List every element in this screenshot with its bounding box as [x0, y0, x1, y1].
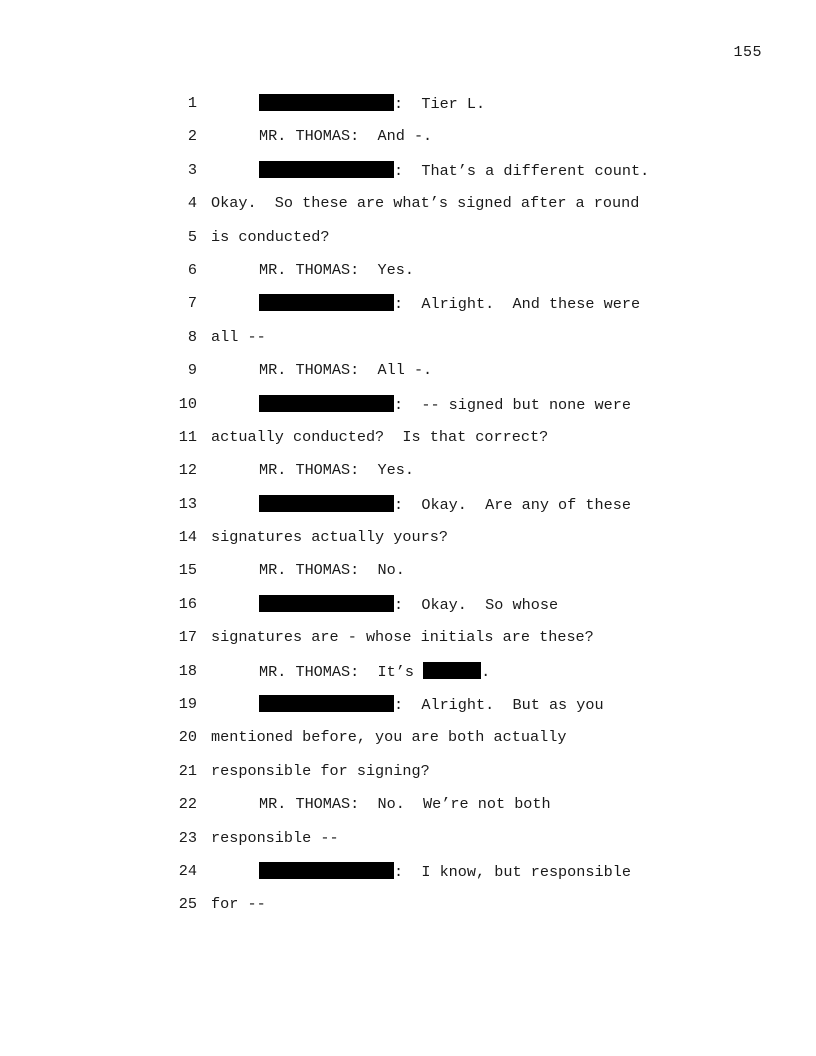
- redacted-speaker-box: [259, 695, 394, 712]
- line-text: [259, 127, 432, 145]
- line-text: [259, 561, 405, 579]
- line-content: MR. THOMAS: No. We’re not both: [259, 795, 551, 814]
- line-number: 20: [178, 728, 197, 747]
- line-content: MR. THOMAS: It’s: [259, 662, 424, 681]
- redacted-speaker-box: [259, 595, 394, 612]
- line-number: 14: [178, 528, 197, 547]
- line-content: Okay. So these are what’s signed after a round: [211, 194, 640, 213]
- line-text: [259, 795, 551, 813]
- transcript-line: [0, 521, 816, 554]
- line-content: : Alright. But as you: [394, 696, 604, 715]
- transcript-line: [0, 388, 816, 421]
- line-content: all --: [211, 327, 266, 346]
- line-number: 16: [178, 594, 197, 613]
- line-number: 23: [178, 828, 197, 847]
- line-content: : Alright. And these were: [394, 295, 641, 314]
- line-content: : Okay. So whose: [394, 595, 559, 614]
- transcript-line: [0, 287, 816, 320]
- line-number: 1: [187, 94, 197, 112]
- redacted-speaker-box: [259, 395, 394, 412]
- line-content: : -- signed but none were: [394, 395, 631, 414]
- line-text: [259, 595, 558, 614]
- transcript-line: [0, 187, 816, 220]
- redacted-speaker-box: [259, 161, 394, 178]
- line-content: MR. THOMAS: And -.: [259, 127, 433, 146]
- line-text: [259, 294, 640, 313]
- line-number: 21: [178, 761, 197, 780]
- line-text: [211, 528, 448, 546]
- line-number: 4: [187, 194, 197, 213]
- line-number: 12: [178, 461, 197, 480]
- line-content: responsible --: [211, 828, 339, 847]
- transcript-line: [0, 655, 816, 688]
- transcript-line: [0, 621, 816, 654]
- line-number: 5: [187, 227, 197, 246]
- line-text: [259, 495, 631, 514]
- line-content: is conducted?: [211, 227, 330, 246]
- transcript-line: [0, 454, 816, 487]
- line-text: [211, 829, 339, 847]
- transcript-line: [0, 354, 816, 387]
- line-text: [211, 762, 430, 780]
- line-number: 10: [178, 394, 197, 413]
- line-number: 15: [178, 561, 197, 580]
- line-text: [259, 161, 649, 180]
- line-text: [211, 328, 266, 346]
- line-number: 8: [187, 327, 197, 346]
- transcript-line: [0, 822, 816, 855]
- line-number: 22: [178, 795, 197, 814]
- line-text: [211, 895, 266, 913]
- line-content: : Okay. Are any of these: [394, 495, 631, 514]
- transcript-line: [0, 87, 816, 120]
- line-number: 6: [187, 260, 197, 279]
- transcript-line: [0, 688, 816, 721]
- line-number: 2: [187, 127, 197, 146]
- line-number: 25: [178, 895, 197, 914]
- redacted-speaker-box: [259, 495, 394, 512]
- transcript-line: [0, 855, 816, 888]
- redacted-speaker-box: [259, 294, 394, 311]
- line-number: 3: [187, 160, 197, 179]
- line-text: [211, 628, 594, 646]
- page-number: 155: [733, 44, 762, 61]
- line-text: [259, 94, 485, 113]
- line-content: for --: [211, 895, 266, 914]
- transcript-body: [0, 87, 816, 922]
- line-text: [259, 862, 631, 881]
- line-number: 11: [178, 427, 197, 446]
- line-text: [211, 728, 566, 746]
- line-number: 19: [178, 695, 197, 714]
- line-content: MR. THOMAS: Yes.: [259, 461, 414, 480]
- transcript-line: [0, 788, 816, 821]
- line-content: signatures are - whose initials are these?: [211, 628, 594, 647]
- line-text: [211, 428, 548, 446]
- redacted-name-box: [423, 662, 481, 679]
- transcript-line: [0, 554, 816, 587]
- line-content: MR. THOMAS: No.: [259, 561, 405, 580]
- line-text: [211, 194, 639, 212]
- transcript-line: [0, 888, 816, 921]
- transcript-line: [0, 154, 816, 187]
- line-number: 17: [178, 628, 197, 647]
- line-content: responsible for signing?: [211, 761, 430, 780]
- line-content: MR. THOMAS: All -.: [259, 361, 433, 380]
- transcript-line: [0, 755, 816, 788]
- line-number: 13: [178, 494, 197, 513]
- line-text: [259, 361, 432, 379]
- transcript-line: [0, 254, 816, 287]
- transcript-line: [0, 721, 816, 754]
- line-text: [259, 261, 414, 279]
- line-content: mentioned before, you are both actually: [211, 728, 567, 747]
- transcript-line: [0, 488, 816, 521]
- redacted-speaker-box: [259, 862, 394, 879]
- line-text: [259, 395, 631, 414]
- line-text: [259, 695, 604, 714]
- transcript-line: [0, 421, 816, 454]
- redacted-speaker-box: [259, 94, 394, 111]
- line-number: 9: [187, 361, 197, 380]
- transcript-line: [0, 221, 816, 254]
- transcript-line: [0, 321, 816, 354]
- line-text: [259, 461, 414, 479]
- line-text: [211, 228, 329, 246]
- line-content: MR. THOMAS: Yes.: [259, 260, 414, 279]
- line-content: signatures actually yours?: [211, 528, 448, 547]
- line-content: : Tier L.: [394, 95, 486, 113]
- transcript-line: [0, 588, 816, 621]
- line-content: : That’s a different count.: [394, 161, 650, 180]
- transcript-line: [0, 120, 816, 153]
- line-number: 7: [187, 294, 197, 313]
- line-text: [259, 662, 490, 681]
- line-content: : I know, but responsible: [394, 862, 631, 881]
- line-content: actually conducted? Is that correct?: [211, 427, 549, 446]
- line-number: 24: [178, 861, 197, 880]
- line-number: 18: [178, 661, 197, 680]
- line-content-suffix: .: [481, 662, 491, 681]
